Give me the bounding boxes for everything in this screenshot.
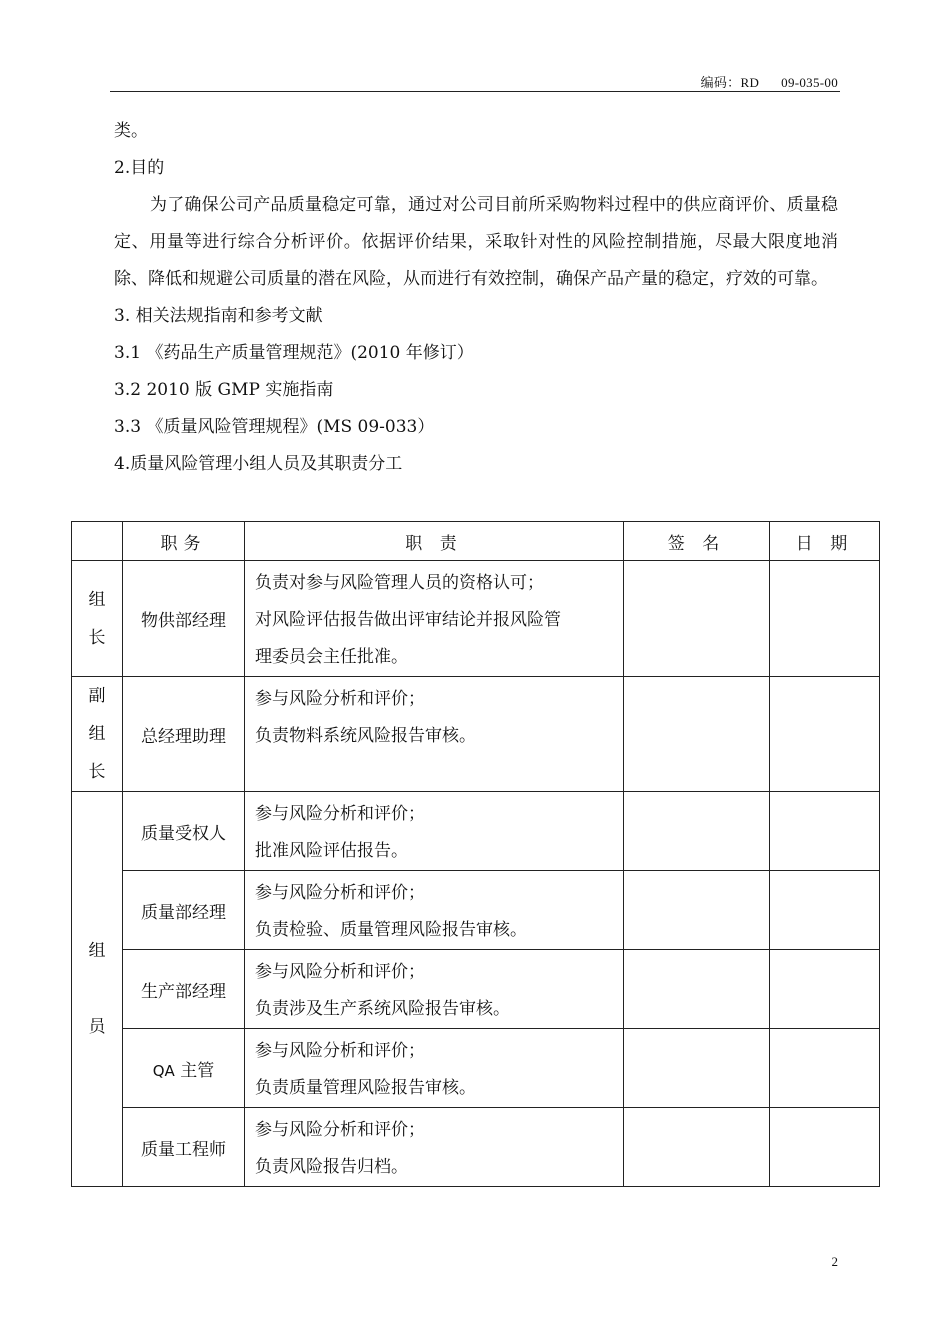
table-row <box>72 1108 880 1187</box>
group-member: 组 员 <box>72 792 123 1187</box>
position-cell: 物供部经理 <box>123 561 245 677</box>
duty-cell: 参与风险分析和评价； 负责风险报告归档。 <box>245 1108 624 1187</box>
header-position: 职务 <box>123 522 245 561</box>
section-4-title: 4.质量风险管理小组人员及其职责分工 <box>114 454 403 474</box>
signature-cell[interactable] <box>624 1029 770 1108</box>
duty-cell: 参与风险分析和评价； 负责物料系统风险报告审核。 <box>245 677 624 792</box>
header-date: 日 期 <box>770 522 880 561</box>
document-code <box>701 72 838 91</box>
header-group <box>72 522 123 561</box>
date-cell[interactable] <box>770 950 880 1029</box>
header-divider <box>110 91 840 92</box>
table-row <box>72 871 880 950</box>
header-duty: 职 责 <box>245 522 624 561</box>
signature-cell[interactable] <box>624 871 770 950</box>
page-number: 2 <box>831 1254 838 1269</box>
signature-cell[interactable] <box>624 561 770 677</box>
reference-1: 3.1 《药品生产质量管理规范》(2010 年修订） <box>114 343 474 363</box>
duty-cell: 参与风险分析和评价； 负责涉及生产系统风险报告审核。 <box>245 950 624 1029</box>
date-cell[interactable] <box>770 1029 880 1108</box>
duty-cell: 参与风险分析和评价； 负责质量管理风险报告审核。 <box>245 1029 624 1108</box>
reference-2: 3.2 2010 版 GMP 实施指南 <box>114 380 334 400</box>
group-leader: 组 长 <box>72 561 123 677</box>
purpose-paragraph: 为了确保公司产品质量稳定可靠，通过对公司目前所采购物料过程中的供应商评价、质量稳定、用量等进行综合分析评价。依据评价结果，采取针对性的风险控制措施，尽最大限度地消除、降低和规避公司质量的潜在风险，从而进行有效控制，确保产品产量的稳定，疗效的可靠。 <box>114 195 838 289</box>
signature-cell[interactable] <box>624 792 770 871</box>
position-cell: 生产部经理 <box>123 950 245 1029</box>
table-row <box>72 1029 880 1108</box>
reference-3: 3.3 《质量风险管理规程》(MS 09-033） <box>114 417 435 437</box>
continued-text: 类。 <box>114 121 148 141</box>
signature-cell[interactable] <box>624 1108 770 1187</box>
table-row <box>72 677 880 792</box>
table-row <box>72 950 880 1029</box>
section-2-title: 2.目的 <box>114 158 165 178</box>
date-cell[interactable] <box>770 677 880 792</box>
duty-cell: 参与风险分析和评价； 负责检验、质量管理风险报告审核。 <box>245 871 624 950</box>
signature-cell[interactable] <box>624 950 770 1029</box>
group-deputy: 副 组 长 <box>72 677 123 792</box>
position-cell: 总经理助理 <box>123 677 245 792</box>
table-header-row <box>72 522 880 561</box>
position-cell: QA 主管 <box>123 1029 245 1108</box>
table-row <box>72 792 880 871</box>
date-cell[interactable] <box>770 561 880 677</box>
duty-cell: 负责对参与风险管理人员的资格认可； 对风险评估报告做出评审结论并报风险管 理委员会主任批准。 <box>245 561 624 677</box>
date-cell[interactable] <box>770 871 880 950</box>
document-code-label: 编码：RD <box>700 75 760 90</box>
header-signature: 签 名 <box>624 522 770 561</box>
document-body <box>114 113 838 483</box>
responsibility-table <box>71 521 880 1187</box>
signature-cell[interactable] <box>624 677 770 792</box>
date-cell[interactable] <box>770 1108 880 1187</box>
document-code-value: 09-035-00 <box>781 75 838 90</box>
position-cell: 质量部经理 <box>123 871 245 950</box>
date-cell[interactable] <box>770 792 880 871</box>
position-cell: 质量工程师 <box>123 1108 245 1187</box>
table-row <box>72 561 880 677</box>
duty-cell: 参与风险分析和评价； 批准风险评估报告。 <box>245 792 624 871</box>
section-3-title: 3. 相关法规指南和参考文献 <box>114 306 323 326</box>
position-cell: 质量受权人 <box>123 792 245 871</box>
